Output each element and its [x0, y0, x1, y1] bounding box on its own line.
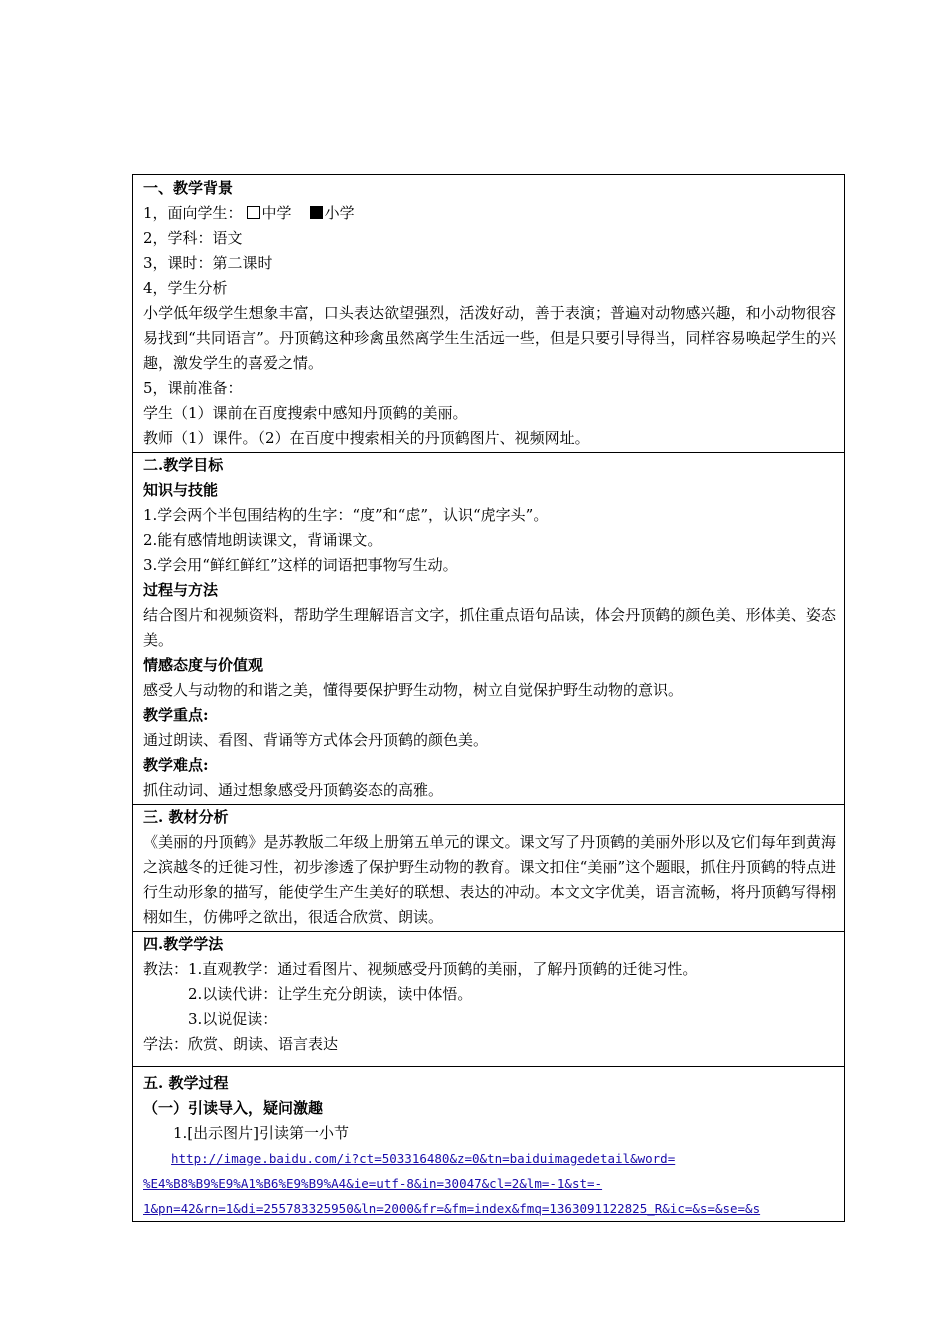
unchecked-box-icon — [247, 206, 260, 219]
process-step: 1.[出示图片]引读第一小节 — [173, 1124, 350, 1142]
image-link-line-3[interactable]: 1&pn=42&rn=1&di=255783325950&ln=2000&fr=&fm=index&fmq=1363091122825_R&ic=&s=&se=&s — [143, 1201, 761, 1216]
subheading-attitude: 情感态度与价值观 — [143, 656, 264, 674]
audience-line — [143, 201, 844, 226]
student-analysis-heading: 4，学生分析 — [143, 279, 228, 297]
audience-label: 1，面向学生： — [143, 204, 243, 222]
section-goals — [133, 453, 845, 805]
section-title: 四.教学学法 — [143, 935, 224, 953]
method-item: 3.以说促读： — [188, 1010, 278, 1028]
period-line: 3，课时：第二课时 — [143, 254, 273, 272]
section-material — [133, 805, 845, 932]
learning-method: 学法：欣赏、朗读、语言表达 — [143, 1035, 339, 1053]
attitude-text: 感受人与动物的和谐之美，懂得要保护野生动物，树立自觉保护野生动物的意识。 — [143, 681, 684, 699]
method-item: 教法：1.直观教学：通过看图片、视频感受丹顶鹤的美丽，了解丹顶鹤的迁徙习性。 — [143, 960, 698, 978]
process-subheading: （一）引读导入，疑问激趣 — [143, 1099, 324, 1117]
subheading-difficulty: 教学难点: — [143, 756, 209, 774]
student-analysis-text: 小学低年级学生想象丰富，口头表达欲望强烈，活泼好动，善于表演；普遍对动物感兴趣，和小动物很容易找到“共同语言”。丹顶鹤这种珍禽虽然离学生生活远一些，但是只要引导得当，同样容易唤起学生的兴趣，激发学生的喜爱之情。 — [143, 304, 836, 372]
section-title: 二.教学目标 — [143, 456, 224, 474]
section-title: 五. 教学过程 — [143, 1074, 229, 1092]
subheading-process: 过程与方法 — [143, 581, 219, 599]
lesson-plan-table — [132, 174, 845, 1222]
image-link-line-2[interactable]: %E4%B8%B9%E9%A1%B6%E9%B9%A4&ie=utf-8&in=30047&cl=2&lm=-1&st=- — [143, 1176, 603, 1191]
teacher-prep-line: 教师（1）课件。（2）在百度中搜索相关的丹顶鹤图片、视频网址。 — [143, 429, 590, 447]
process-text: 结合图片和视频资料，帮助学生理解语言文字，抓住重点语句品读，体会丹顶鹤的颜色美、形体美、姿态美。 — [143, 606, 836, 649]
section-title: 一、教学背景 — [143, 179, 234, 197]
student-prep-line: 学生（1）课前在百度搜索中感知丹顶鹤的美丽。 — [143, 404, 468, 422]
section-methods — [133, 932, 845, 1067]
key-point-text: 通过朗读、看图、背诵等方式体会丹顶鹤的颜色美。 — [143, 731, 489, 749]
subheading-key-point: 教学重点: — [143, 706, 209, 724]
image-link-line-1[interactable]: http://image.baidu.com/i?ct=503316480&z=0&tn=baiduimagedetail&word= — [171, 1151, 676, 1166]
section-title: 三. 教材分析 — [143, 808, 229, 826]
difficulty-text: 抓住动词、通过想象感受丹顶鹤姿态的高雅。 — [143, 781, 444, 799]
section-process — [133, 1067, 845, 1222]
option-primary-school: 小学 — [324, 204, 355, 222]
method-item: 2.以读代讲：让学生充分朗读，读中体悟。 — [188, 985, 473, 1003]
goal-item: 2.能有感情地朗读课文，背诵课文。 — [143, 531, 383, 549]
goal-item: 3.学会用“鲜红鲜红”这样的词语把事物写生动。 — [143, 556, 458, 574]
subject-line: 2，学科：语文 — [143, 229, 243, 247]
material-analysis-text: 《美丽的丹顶鹤》是苏教版二年级上册第五单元的课文。课文写了丹顶鹤的美丽外形以及它们每年到黄海之滨越冬的迁徙习性，初步渗透了保护野生动物的教育。课文扣住“美丽”这个题眼，抓住丹顶鹤的特点进行生动形象的描写，能使学生产生美好的联想、表达的冲动。本文文字优美，语言流畅，将丹顶鹤写得栩栩如生，仿佛呼之欲出，很适合欣赏、朗读。 — [143, 833, 836, 926]
section-background — [133, 175, 845, 453]
checked-box-icon — [310, 206, 323, 219]
goal-item: 1.学会两个半包围结构的生字：“度”和“虑”，认识“虎字头”。 — [143, 506, 549, 524]
preparation-heading: 5，课前准备： — [143, 379, 243, 397]
subheading-knowledge: 知识与技能 — [143, 481, 219, 499]
option-middle-school: 中学 — [261, 204, 292, 222]
image-link[interactable] — [143, 1146, 844, 1221]
